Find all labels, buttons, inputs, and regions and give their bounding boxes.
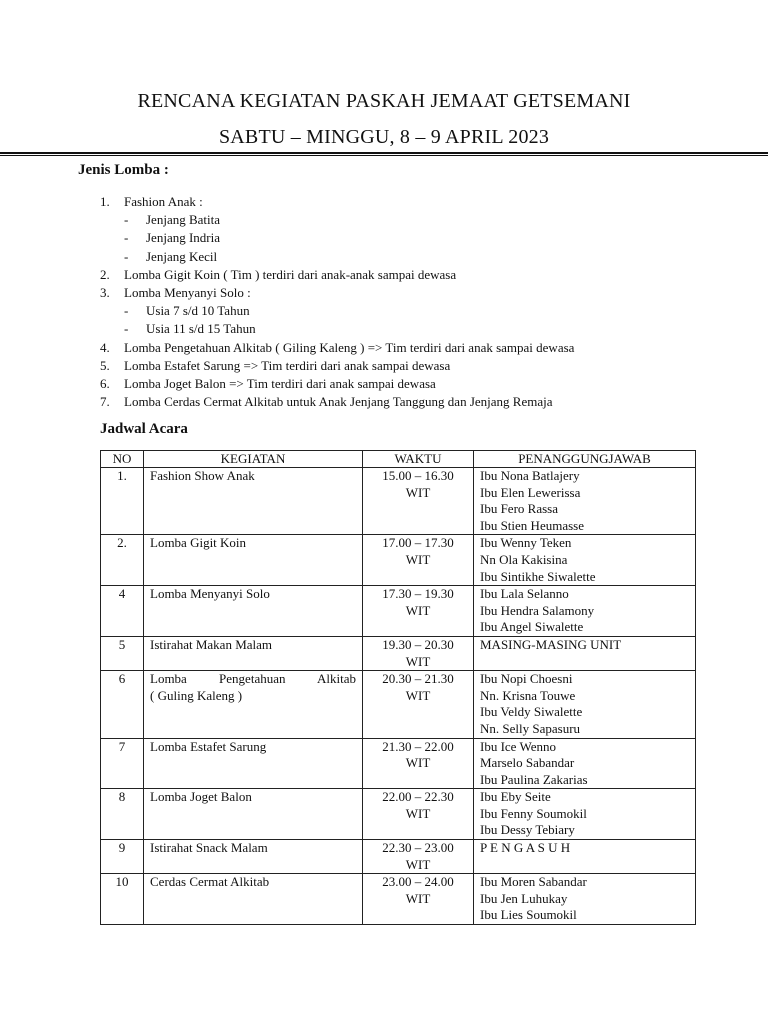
cell-waktu	[363, 789, 474, 840]
kegiatan-line: Lomba Joget Balon	[150, 789, 252, 805]
list-text: Usia 7 s/d 10 Tahun	[146, 303, 250, 319]
pj-name: Ibu Veldy Siwalette	[480, 704, 583, 720]
pj-name: Ibu Sintikhe Siwalette	[480, 568, 596, 584]
title-divider-thick	[0, 152, 768, 154]
list-text: Fashion Anak :	[124, 194, 203, 209]
cell-penanggungjawab	[474, 671, 696, 738]
waktu-line: WIT	[405, 755, 431, 771]
header-penanggungjawab: PENANGGUNGJAWAB	[474, 451, 696, 468]
table-row	[101, 738, 696, 789]
list-text: Lomba Estafet Sarung => Tim terdiri dari anak sampai dewasa	[124, 357, 451, 373]
waktu-line: WIT	[405, 551, 431, 567]
pj-name: Ibu Lala Selanno	[480, 586, 569, 602]
cell-no: 6	[101, 671, 144, 738]
cell-no: 2.	[101, 535, 144, 586]
pj-name: Ibu Hendra Salamony	[480, 602, 595, 618]
list-item	[100, 284, 740, 302]
cell-waktu	[363, 468, 474, 535]
cell-no: 7	[101, 738, 144, 789]
list-dash: -	[124, 248, 129, 264]
cell-waktu	[363, 738, 474, 789]
cell-no: 1.	[101, 468, 144, 535]
pj-name: Marselo Sabandar	[480, 755, 575, 771]
list-number: 5.	[100, 357, 110, 373]
table-header-row	[101, 451, 696, 468]
list-number: 1.	[100, 194, 110, 209]
kegiatan-line: Istirahat Snack Malam	[150, 840, 268, 856]
waktu-line: 22.30 – 23.00	[382, 840, 454, 856]
title-divider-thin	[0, 155, 768, 156]
pj-name: Ibu Fenny Soumokil	[480, 805, 587, 821]
list-number: 2.	[100, 266, 110, 282]
cell-kegiatan	[144, 535, 363, 586]
list-text: Jenjang Indria	[146, 230, 221, 246]
cell-penanggungjawab	[474, 535, 696, 586]
waktu-line: WIT	[405, 856, 431, 872]
jadwal-body	[101, 468, 696, 925]
waktu-line: 19.30 – 20.30	[382, 636, 454, 652]
cell-waktu	[363, 636, 474, 670]
header-no: NO	[101, 451, 144, 468]
cell-penanggungjawab	[474, 636, 696, 670]
pj-name: Ibu Ice Wenno	[480, 738, 556, 754]
cell-kegiatan	[144, 671, 363, 738]
waktu-line: 20.30 – 21.30	[382, 671, 454, 687]
waktu-line: 15.00 – 16.30	[382, 468, 454, 483]
cell-kegiatan	[144, 738, 363, 789]
kegiatan-line: Cerdas Cermat Alkitab	[150, 874, 270, 890]
list-dash: -	[124, 321, 129, 337]
list-item	[100, 193, 740, 211]
waktu-line: 17.00 – 17.30	[382, 535, 454, 551]
cell-waktu	[363, 586, 474, 637]
list-number: 4.	[100, 339, 110, 355]
kegiatan-line: Lomba Estafet Sarung	[150, 738, 267, 754]
list-text: Usia 11 s/d 15 Tahun	[146, 321, 256, 337]
cell-waktu	[363, 874, 474, 925]
waktu-line: WIT	[405, 653, 431, 669]
table-row	[101, 840, 696, 874]
waktu-line: WIT	[405, 687, 431, 703]
cell-penanggungjawab	[474, 586, 696, 637]
pj-name: Ibu Moren Sabandar	[480, 874, 587, 890]
cell-penanggungjawab	[474, 789, 696, 840]
waktu-line: WIT	[405, 890, 431, 906]
kegiatan-line: Lomba Gigit Koin	[150, 535, 247, 551]
list-dash: -	[124, 212, 129, 228]
pj-name: Ibu Dessy Tebiary	[480, 822, 575, 838]
list-item	[100, 266, 740, 284]
pj-name: Ibu Lies Soumokil	[480, 907, 577, 923]
kegiatan-line: Istirahat Makan Malam	[150, 636, 273, 652]
waktu-line: 17.30 – 19.30	[382, 586, 454, 602]
waktu-line: WIT	[405, 484, 431, 500]
cell-no: 10	[101, 874, 144, 925]
pj-name: P E N G A S U H	[480, 840, 571, 856]
list-text: Lomba Joget Balon => Tim terdiri dari anak sampai dewasa	[124, 375, 436, 391]
list-dash: -	[124, 230, 129, 246]
pj-name: Ibu Eby Seite	[480, 789, 551, 805]
cell-penanggungjawab	[474, 738, 696, 789]
cell-kegiatan	[144, 840, 363, 874]
cell-kegiatan	[144, 636, 363, 670]
table-row	[101, 636, 696, 670]
header-kegiatan: KEGIATAN	[144, 451, 363, 468]
table-row	[101, 874, 696, 925]
pj-name: Ibu Nona Batlajery	[480, 468, 580, 483]
cell-kegiatan	[144, 586, 363, 637]
pj-name: Ibu Nopi Choesni	[480, 671, 573, 687]
kegiatan-line: ( Guling Kaleng )	[150, 687, 243, 703]
pj-name: Nn Ola Kakisina	[480, 551, 568, 567]
list-subitem	[100, 248, 740, 266]
table-row	[101, 535, 696, 586]
table-row	[101, 671, 696, 738]
list-subitem	[100, 229, 740, 247]
cell-penanggungjawab	[474, 840, 696, 874]
cell-no: 5	[101, 636, 144, 670]
header-waktu: WAKTU	[363, 451, 474, 468]
waktu-line: 21.30 – 22.00	[382, 738, 454, 754]
kegiatan-line: Lomba Menyanyi Solo	[150, 586, 270, 602]
kegiatan-line: Lomba Pengetahuan Alkitab	[150, 671, 356, 687]
pj-name: Ibu Wenny Teken	[480, 535, 572, 551]
list-text: Lomba Pengetahuan Alkitab ( Giling Kaleng ) => Tim terdiri dari anak sampai dewasa	[124, 339, 575, 355]
cell-kegiatan	[144, 789, 363, 840]
list-number: 6.	[100, 375, 110, 391]
list-text: Jenjang Kecil	[146, 248, 218, 264]
list-dash: -	[124, 303, 129, 319]
cell-no: 4	[101, 586, 144, 637]
pj-name: Ibu Elen Lewerissa	[480, 484, 581, 500]
table-row	[101, 586, 696, 637]
cell-no: 9	[101, 840, 144, 874]
pj-name: Ibu Paulina Zakarias	[480, 771, 588, 787]
list-subitem	[100, 320, 740, 338]
jenis-lomba-heading: Jenis Lomba :	[78, 162, 169, 178]
table-row	[101, 789, 696, 840]
list-text: Lomba Menyanyi Solo :	[124, 284, 251, 300]
kegiatan-line: Fashion Show Anak	[150, 468, 255, 483]
cell-penanggungjawab	[474, 874, 696, 925]
waktu-line: 23.00 – 24.00	[382, 874, 454, 890]
list-item	[100, 393, 740, 411]
list-text: Lomba Cerdas Cermat Alkitab untuk Anak Jenjang Tanggung dan Jenjang Remaja	[124, 394, 553, 410]
list-number: 7.	[100, 394, 110, 410]
jadwal-heading: Jadwal Acara	[100, 421, 188, 437]
table-row	[101, 468, 696, 535]
list-subitem	[100, 211, 740, 229]
document-date: SABTU – MINGGU, 8 – 9 APRIL 2023	[218, 126, 550, 148]
cell-penanggungjawab	[474, 468, 696, 535]
cell-no: 8	[101, 789, 144, 840]
list-number: 3.	[100, 284, 110, 300]
waktu-line: WIT	[405, 805, 431, 821]
list-text: Lomba Gigit Koin ( Tim ) terdiri dari anak-anak sampai dewasa	[124, 266, 457, 282]
pj-name: Ibu Jen Luhukay	[480, 890, 568, 906]
pj-name: Ibu Angel Siwalette	[480, 619, 584, 635]
pj-name: MASING-MASING UNIT	[480, 636, 622, 652]
cell-kegiatan	[144, 874, 363, 925]
cell-waktu	[363, 535, 474, 586]
waktu-line: WIT	[405, 602, 431, 618]
cell-waktu	[363, 840, 474, 874]
pj-name: Nn. Selly Sapasuru	[480, 720, 581, 736]
waktu-line: 22.00 – 22.30	[382, 789, 454, 805]
cell-waktu	[363, 671, 474, 738]
jadwal-table	[100, 450, 696, 925]
list-text: Jenjang Batita	[146, 212, 221, 228]
pj-name: Nn. Krisna Touwe	[480, 687, 576, 703]
list-subitem	[100, 302, 740, 320]
lomba-list	[100, 193, 740, 411]
list-item	[100, 339, 740, 357]
pj-name: Ibu Fero Rassa	[480, 501, 558, 517]
list-item	[100, 375, 740, 393]
document-title: RENCANA KEGIATAN PASKAH JEMAAT GETSEMANI	[137, 90, 631, 112]
cell-kegiatan	[144, 468, 363, 535]
pj-name: Ibu Stien Heumasse	[480, 517, 584, 533]
list-item	[100, 357, 740, 375]
